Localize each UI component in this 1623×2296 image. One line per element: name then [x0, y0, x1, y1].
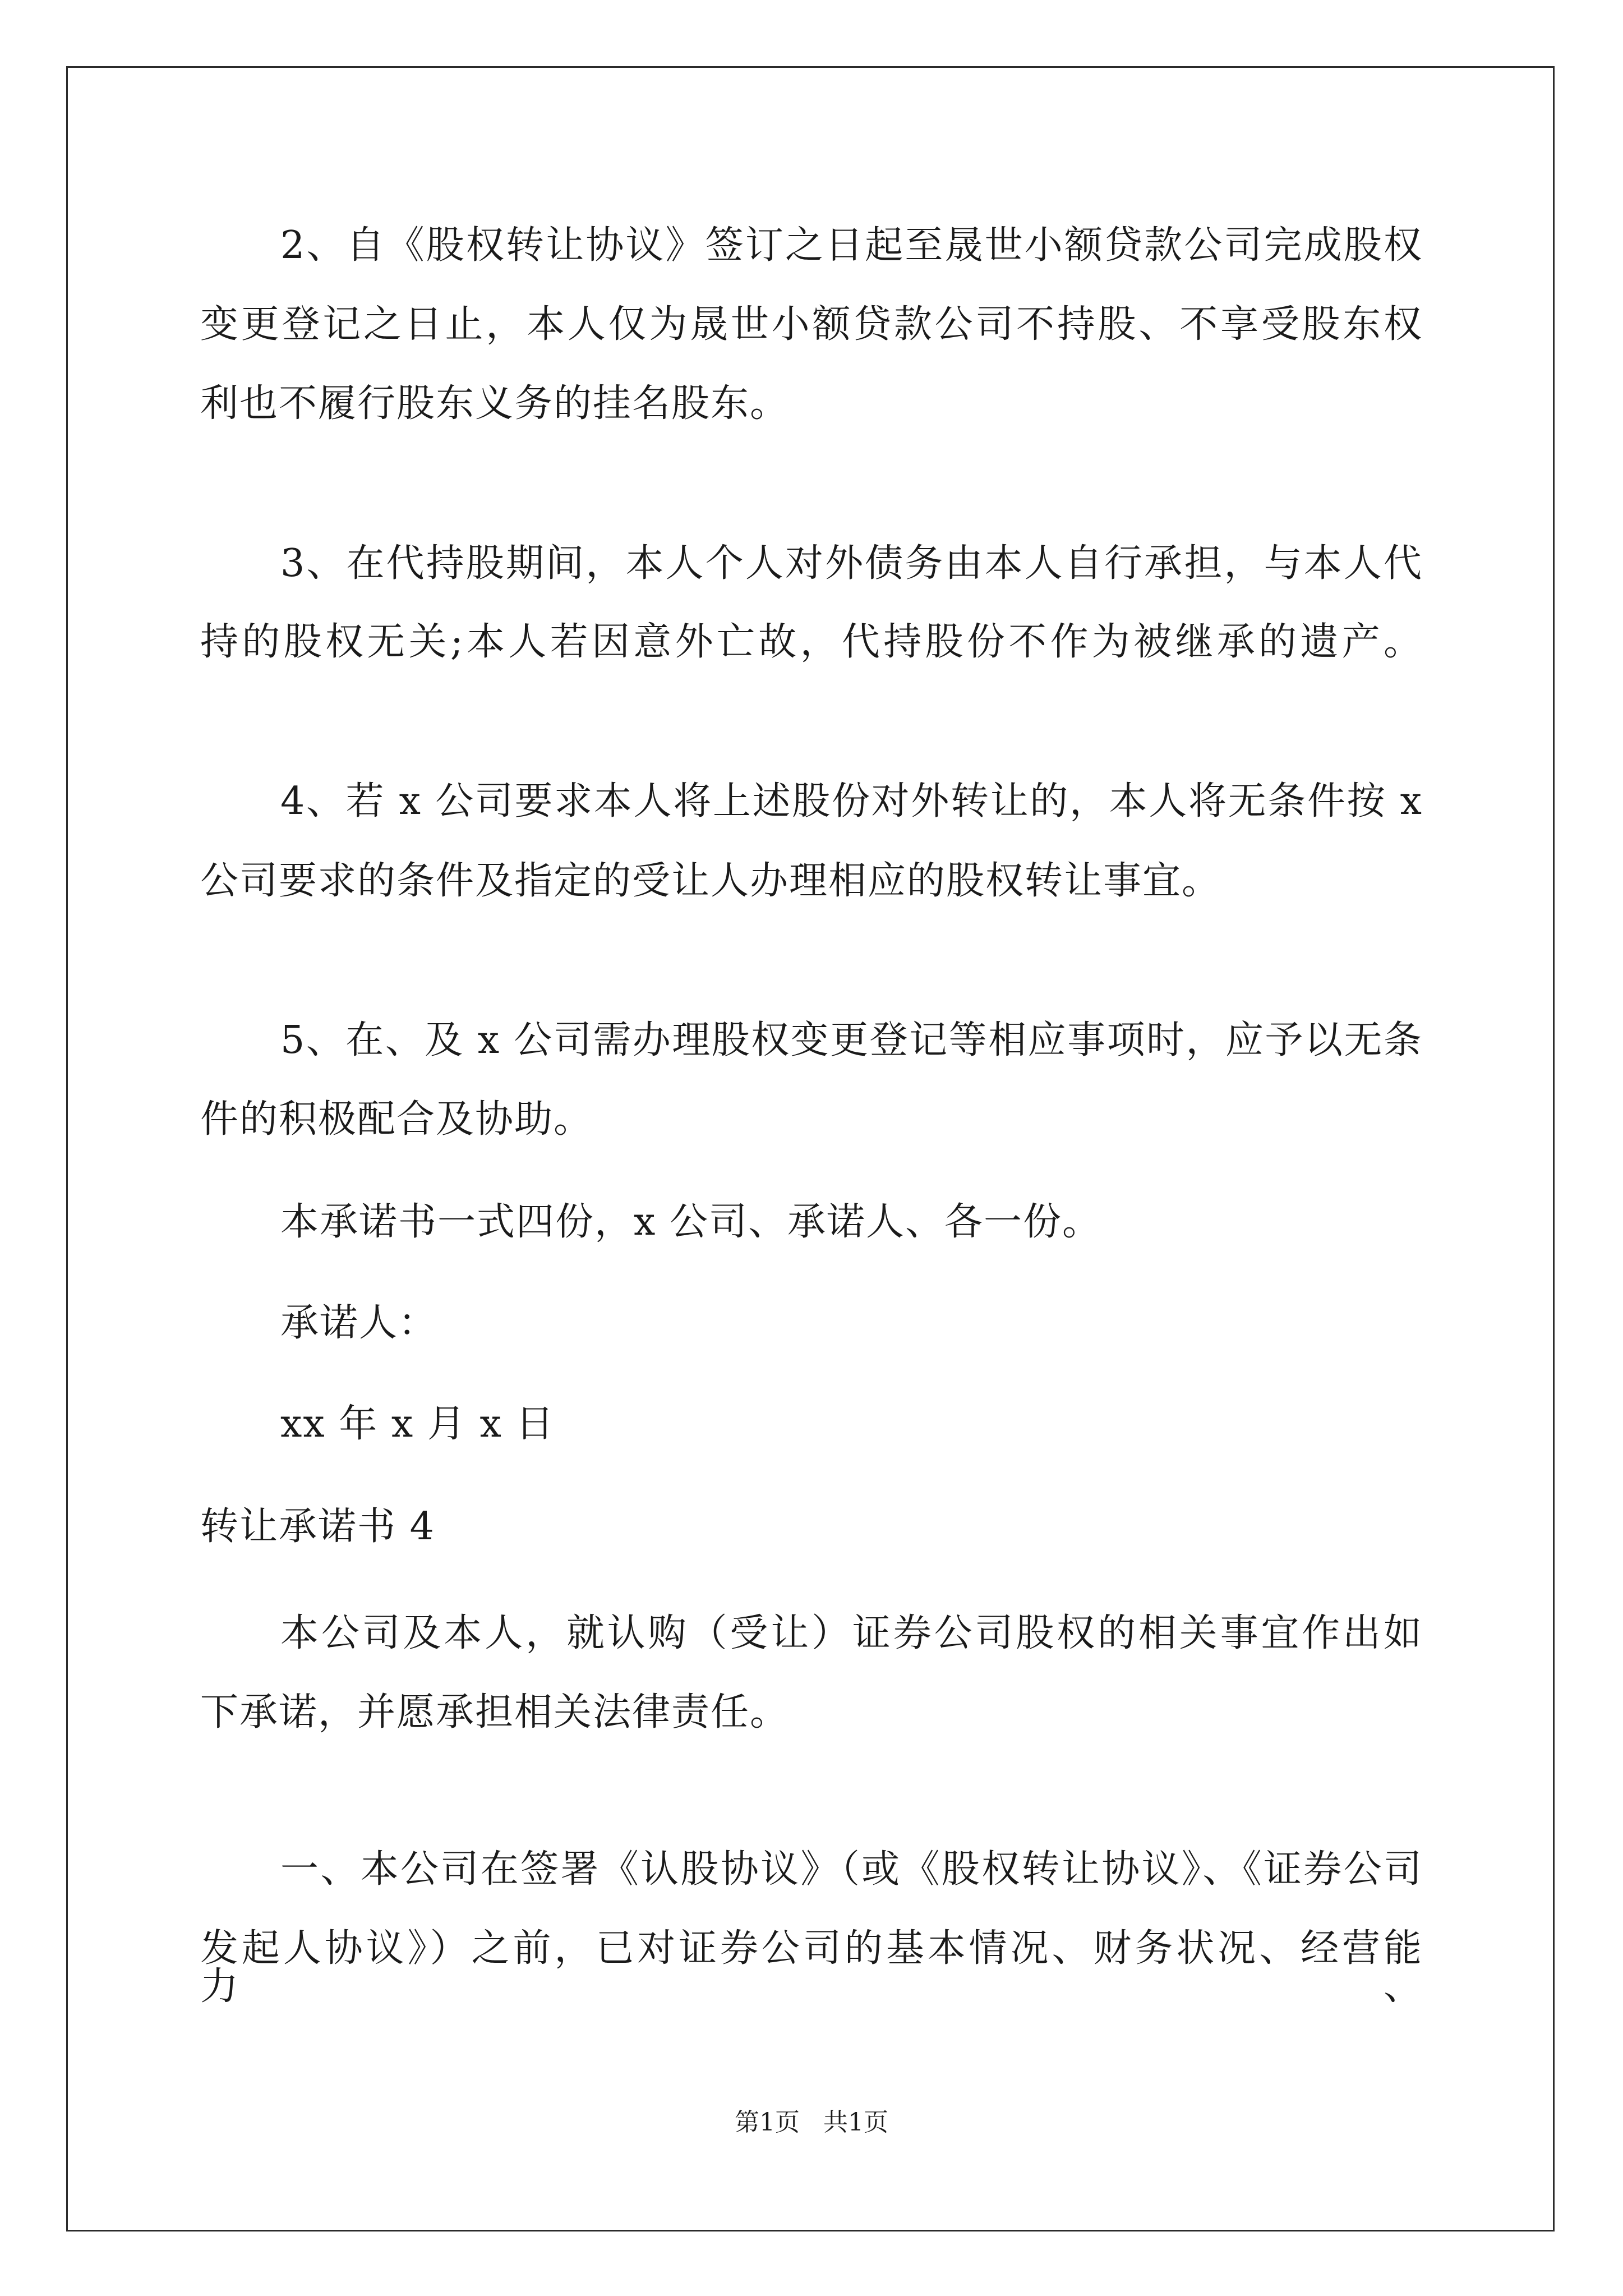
signer-label: 承诺人：	[280, 1301, 438, 1345]
paragraph-line: 4、若 x 公司要求本人将上述股份对外转让的，本人将无条件按 x	[280, 779, 1423, 823]
paragraph-line: 下承诺，并愿承担相关法律责任。	[200, 1690, 790, 1734]
paragraph-line: 5、在、及 x 公司需办理股权变更登记等相应事项时，应予以无条	[280, 1018, 1423, 1062]
paragraph-line: 件的积极配合及协助。	[200, 1097, 593, 1142]
paragraph-line: 持的股权无关;本人若因意外亡故，代持股份不作为被继承的遗产。	[200, 620, 1423, 664]
date-line: xx 年 x 月 x 日	[280, 1402, 555, 1446]
paragraph-line: 一、本公司在签署《认股协议》（或《股权转让协议》、《证券公司	[280, 1847, 1423, 1892]
paragraph-line: 变更登记之日止，本人仅为晟世小额贷款公司不持股、不享受股东权	[200, 302, 1423, 347]
paragraph-line: 3、在代持股期间，本人个人对外债务由本人自行承担，与本人代	[280, 541, 1423, 586]
paragraph-line: 本公司及本人，就认购（受让）证券公司股权的相关事宜作出如	[280, 1611, 1423, 1655]
paragraph-line: 2、自《股权转让协议》签订之日起至晟世小额贷款公司完成股权	[280, 223, 1423, 268]
page-footer: 第1页 共1页	[735, 2108, 888, 2137]
paragraph-line: 利也不履行股东义务的挂名股东。	[200, 381, 790, 426]
paragraph-line: 公司要求的条件及指定的受让人办理相应的股权转让事宜。	[200, 859, 1221, 903]
paragraph-line: 本承诺书一式四份，x 公司、承诺人、各一份。	[280, 1200, 1101, 1244]
paragraph-line: 发起人协议》）之前，已对证券公司的基本情况、财务状况、经营能力、	[200, 1926, 1423, 2009]
section-heading: 转让承诺书 4	[200, 1504, 435, 1549]
